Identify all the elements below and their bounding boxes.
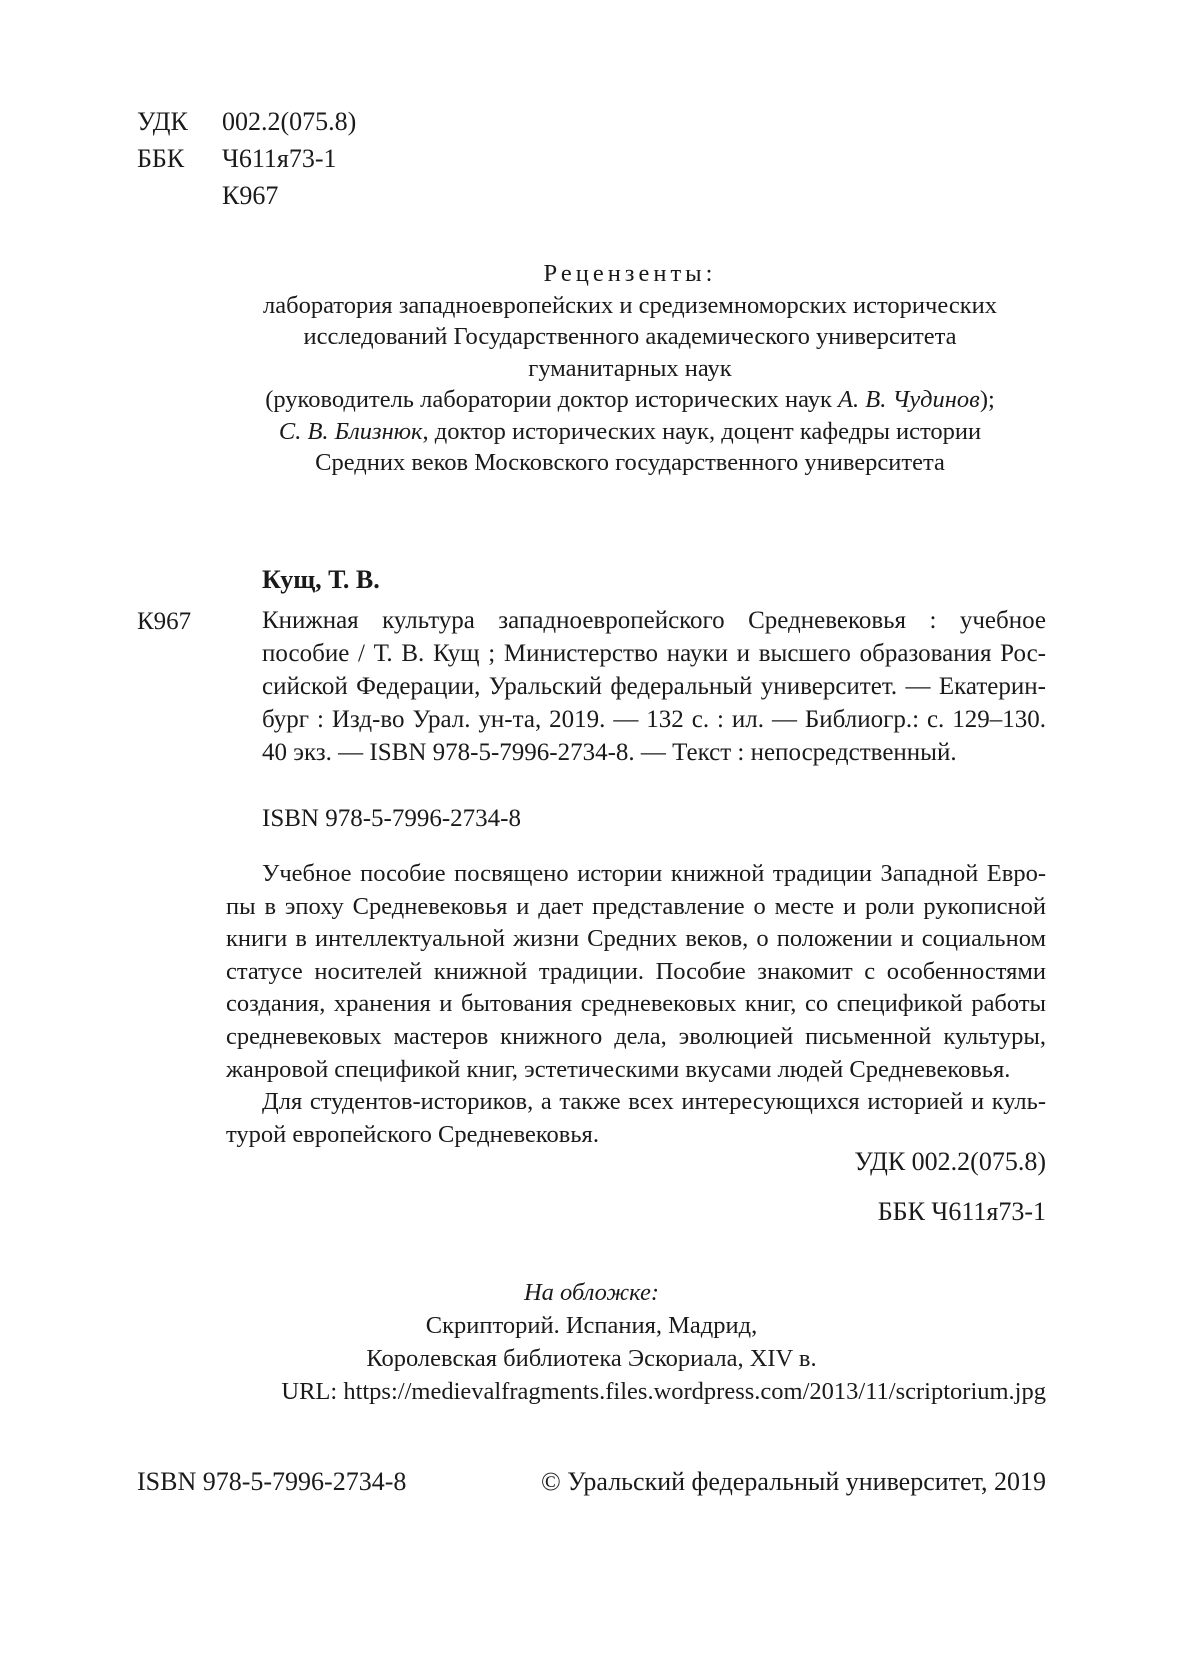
cover-line: Скрипторий. Испания, Мадрид, [425, 1312, 758, 1339]
bbk-value: Ч611я73-1 [222, 144, 337, 173]
author-mark: К967 [222, 181, 279, 210]
bib-line: 40 экз. — ISBN 978-5-7996-2734-8. — Текст : непосредственный. [262, 739, 957, 766]
annotation-line: турой европейского Средневековья. [226, 1120, 599, 1148]
reviewer-name: А. В. Чудинов [838, 386, 980, 413]
cover-url: URL: https://medievalfragments.files.wordpress.com/2013/11/scriptorium.jpg [281, 1378, 1046, 1405]
reviewers-line: (руководитель лаборатории доктор исторических наук А. В. Чудинов); [265, 386, 995, 413]
udk-row [137, 104, 356, 140]
bbk-label: ББК [137, 144, 185, 173]
bibliography-mark: К967 [137, 608, 192, 635]
author-mark-row [137, 178, 278, 214]
reviewers-line: Средних веков Московского государственного университета [315, 449, 945, 476]
reviewers-line: лаборатория западноевропейских и средиземноморских исторических [263, 291, 997, 319]
isbn-record: ISBN 978-5-7996-2734-8 [262, 805, 522, 832]
reviewers-line: исследований Государственного академического университета [303, 323, 957, 350]
reviewers-line: гуманитарных наук [528, 354, 732, 382]
cover-line: Королевская библиотека Эскориала, XIV в. [366, 1345, 817, 1372]
annotation-line: средневековых мастеров книжного дела, эволюцией письменной культуры, [226, 1022, 1046, 1050]
bib-line: бург : Изд-во Урал. ун-та, 2019. — 132 с. : ил. — Библиогр.: с. 129–130. [262, 706, 1046, 733]
reviewer-name: С. В. Близнюк [278, 417, 423, 445]
footer-isbn: ISBN 978-5-7996-2734-8 [137, 1467, 407, 1496]
bib-line: сийской Федерации, Уральский федеральный университет. — Екатерин- [262, 673, 1046, 700]
udk-index: УДК 002.2(075.8) [854, 1147, 1046, 1176]
cover-credit [137, 1276, 1046, 1408]
footer-copyright: © Уральский федеральный университет, 2019 [541, 1467, 1046, 1496]
annotation-line: создания, хранения и бытования средневековых книг, со спецификой работы [226, 990, 1046, 1018]
bbk-row [137, 141, 337, 177]
annotation-line: Учебное пособие посвящено истории книжной традиции Западной Евро- [262, 860, 1046, 887]
annotation-line: статусе носителей книжной традиции. Пособие знакомит с особенностями [226, 957, 1046, 985]
annotation-line: книги в интеллектуальной жизни Средних веков, о положении и социальном [226, 925, 1046, 953]
reviewers-block [230, 258, 1030, 479]
cover-title: На обложке: [523, 1279, 659, 1306]
annotation [226, 858, 1046, 1151]
annotation-line: пы в эпоху Средневековья и дает представление о месте и роли рукописной [226, 892, 1046, 920]
bib-line: пособие / Т. В. Кущ ; Министерство науки и высшего образования Рос- [262, 640, 1046, 667]
bbk-index: ББК Ч611я73-1 [877, 1197, 1046, 1226]
bib-line: Книжная культура западноевропейского Средневековья : учебное [262, 607, 1046, 634]
reviewers-line: С. В. Близнюк, доктор исторических наук, доцент кафедры истории [278, 417, 982, 445]
bibliographic-record [262, 604, 1046, 769]
udk-value: 002.2(075.8) [222, 107, 357, 136]
reviewers-title: Рецензенты: [543, 260, 717, 287]
author-heading: Кущ, Т. В. [262, 565, 380, 594]
annotation-line: Для студентов-историков, а также всех интересующихся историей и куль- [262, 1088, 1046, 1116]
annotation-line: жанровой спецификой книг, эстетическими вкусами людей Средневековья. [226, 1055, 1011, 1083]
udk-label: УДК [137, 107, 188, 136]
